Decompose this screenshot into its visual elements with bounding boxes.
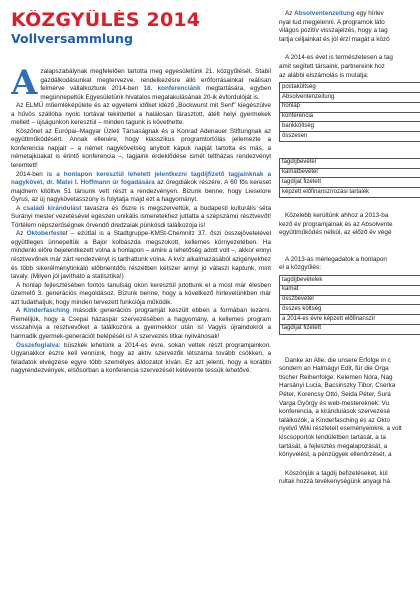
paragraph-nagykovet: 2014-ben is a honlapon keresztül lehetett jelentkezni tagdíjfizető tagjainknak a nagykövet, dr. Matei I. Hoffmann úr fogadására az óregdiákok részére. A 60 fős kereset majdnem kitöltve 51 társunk vett részt a rendezvényen. Bizunk benne, hogy Lieselore Gyrus, az új nagykövetasszony is folytatja majd ezt a hagyományt. [11, 170, 271, 204]
table-cell: tagdíjbevételek [280, 275, 420, 285]
table-row [280, 112, 420, 122]
table-cell: tagdíjat fizetett [280, 178, 420, 188]
text-line: el a közgyűlés: [279, 264, 321, 272]
article-body [11, 63, 271, 376]
table-row [280, 132, 420, 142]
thanks-paragraph [279, 357, 420, 460]
membership-fee-paragraph [279, 470, 420, 487]
table-row [280, 315, 420, 325]
balance-table [279, 275, 420, 335]
paragraph-honlap: A honlap fejlesztésében fontos tanulság okon keresztül jutottunk el a most már élesben üzemelő 3. generációs megoldásoz. Bízunk benne, hogy a következő hírlevelünkben már azt tudathatjuk, hogy minden tervezett funkciója működik. [11, 281, 271, 306]
text-line: nyelvű Wiki részleteit eseményeinkre, a volt [279, 425, 402, 433]
text-line: könyvelést, a pénzügyek ellenőrzését, a [279, 451, 392, 459]
paragraph-koszonet: Köszönet az Európai–Magyar Üzleti Társaságnak és a Konrad Adenauer Stiftungnak az együttműködésért. Annak ellenére, hogy klasszikus programtortólás jellemezte a konferencia napjait – a német nagykövetség anyitott kapuk napját tartotta és más, a németajkúakat is érintő konferencia –, tagjaink érdeklődése ismét teltházas rendezvényt teremtett! [11, 127, 271, 170]
expense-table [279, 82, 420, 142]
text-line: konferencia, a kirándulások szervezésé [279, 408, 391, 416]
table-cell: képzett előfinanszírozási tartalék [280, 188, 420, 198]
drop-cap: A [11, 63, 38, 103]
text-line: A 2013-as mérlegadatok a honlapon [285, 255, 387, 263]
text-line: kező év programjainak és az Absolvente [279, 220, 393, 228]
table-cell: honlap [280, 102, 420, 112]
table-cell: összesen [280, 132, 420, 142]
table-row [280, 122, 420, 132]
text-line: világos pozitív visszajelzés, hogy a tag [279, 27, 388, 35]
text-line: Közelebb kerültünk ahhoz a 2013-ba [285, 211, 389, 219]
table-row [280, 324, 420, 334]
paragraph-kinderfasching: A Kinderfasching második generációs programját készült ebben a formában lezárni. Remélijük, hogy a Csepai házaspár szervezésében a hagyomány, a kellemes program visszahívja a résztvevőket a találkozóra a gyermekkor után is! Vagyis újraindokról a harmadik gyermek-generációt belépését is! A szervezés titkai nyilvánosak! [11, 307, 271, 340]
text-line: sondern an Halmágyi Edit, für die Orga [279, 365, 389, 373]
text-line: Az Absolventenzeitung egy hírlev [285, 10, 384, 17]
table-cell: Absolventenzeitung [280, 92, 420, 102]
absolventenzeitung-paragraph [279, 10, 420, 44]
table-row [280, 275, 420, 285]
text-line: tischer Reihenfolge: Kelemen Nóra, Nag [279, 373, 393, 381]
text-line: az alábbi elszámolás is mutatja: [279, 71, 369, 79]
paragraph-elmu: Az ELMŰ műemléképülete és az egyetemi időket idéző „Bockwurst mit Senf" kiegészülve a hűvös szállóba nyolc tortával tekintettel a halálosan fárasztott, átélt helyi gyermekek mellett – újságunkon keresztül – minden tagunk is követhette. [11, 102, 271, 127]
text-line: tartja céljainkat és jól érzi magát a közö [279, 35, 390, 43]
text-line: Harsányi Lucia, Bacsinszky Tibor, Cserka [279, 382, 396, 390]
table-row [280, 188, 420, 198]
text-line: Köszönjük a tagdíj befizetéseket, kül [285, 469, 388, 477]
page-subtitle: Vollversammlung [11, 31, 133, 46]
text-line: amit segített társaink, partnereink hoz [279, 62, 385, 70]
highlight-kinderfasching: Kinderfasching [23, 307, 70, 315]
reserve-paragraph [279, 212, 420, 238]
table-row [280, 83, 420, 93]
text-line: rultak hozzá tevékenységünk anyagi há [279, 478, 391, 486]
highlight-nagykovet: is a honlapon keresztül lehetett jelentkezni tagdíjfizető tagjainknak a nagykövet, dr. Matei I. Hoffmann úr fogadására [11, 170, 271, 187]
table-cell: kamat [280, 285, 420, 295]
article-column [11, 10, 271, 590]
table-cell: postaköltség [280, 83, 420, 93]
text-line: Danke an Alle, die unsere Erfolge in c [285, 356, 391, 364]
text-line: kiscsoportok lendületben tartását, a ta [279, 433, 386, 441]
paragraph-osszefoglalva: Összefoglalva: büszkék lehetünk a 2014-es évre, sokan vettek részt programjainkon. Ugyanakkor észre kell vennünk, hogy az aktív szervezők létszáma tovább csökken, a feladatok elvégzése egyre több személyes áldozatot kíván. Ez azt jelenti, hogy a korábbi nagyrendezvények, elsősorban a konferencia szervezését kétévente tessük lehetővé. [11, 341, 271, 375]
text-line: nyal tud megjelenni. A programok láto [279, 18, 385, 26]
table-cell: összes költség [280, 305, 420, 315]
highlight-oktoberfest: Oktoberfest [26, 230, 63, 238]
table-cell: összbevétel [280, 295, 420, 305]
page-title: KÖZGYŰLÉS 2014 [11, 10, 201, 31]
highlight-kirandulas: családi kirándulást [22, 204, 82, 212]
table-row [280, 178, 420, 188]
table-cell: a 2014-es évre képzett előfinanszír [280, 315, 420, 325]
table-row [280, 285, 420, 295]
table-row [280, 305, 420, 315]
table-row [280, 158, 420, 168]
paragraph-kirandulas: A családi kirándulást tavaszra és őszre is megszervettük, a budapesti kulturális séta Surányi mester vezetésével egészen unikális ismeretekhez juttatta a szépszámú résztvevőt! Törtélem népszerűségnek örvendő dredzaiak pünkösdi találkozója is! [11, 204, 271, 229]
highlight-osszefoglalva: Összefoglalva: [16, 341, 61, 349]
table-row [280, 102, 420, 112]
table-cell: tagdíjat fizetett [280, 324, 420, 334]
finance-column [279, 10, 420, 590]
balance-paragraph [279, 256, 420, 273]
text-line: találkozók, a Kinderfasching és az Okto [279, 416, 391, 424]
paragraph-oktoberfest: Az Oktoberfestet – ezúttal is a Stadtgruppe-KMSt-Chemnitz 37. őszi összejövetelével együttleges ünnepeltük a Bajor kolbászda megszokott, kellemes környezetében. Ha mindenki előre bejelentkezett volna a honlapon – amire a lehetőség adott volt –, akkor ennyi résztvevőnek már zárt rendezvényt is tarthattunk volna. A kvíz alkalmazásából azigényekhez és több sikerélménytinkáló előbnentdős részétben kétszer annyi jó válaszi kaptunk, mint tavaly. (Milyen jól javítható a statisztika!) [11, 230, 271, 281]
table-cell: kamatbevétel [280, 168, 420, 178]
table-row [280, 295, 420, 305]
finance-intro-paragraph [279, 54, 420, 80]
table-row [280, 168, 420, 178]
text-line: Varga György és web-mestereknek: Vu [279, 399, 390, 407]
paragraph-intro: A zalapszabálynak megfelelően tartotta meg egyesületünk 21. közgyűlését. Stabil gazdálkodásunkat megtervezve, rendelkezésre álló erőforrásainkat reálisan felmérve vállalkoztunk 2014-ben 18. konferenciánk megtartására, egyben megünnepeltük Egyesületünk hivatalos megalakulásának 20-ik évfordulóját is. [11, 63, 271, 103]
table-cell: konferencia [280, 112, 420, 122]
highlight-konferencia: 18. konferenciánk [143, 85, 201, 93]
highlight-absolventenzeitung: Absolventenzeitung [294, 10, 355, 17]
table-row [280, 92, 420, 102]
text-line: együttműködés nélkül, az előző év végé [279, 229, 392, 237]
table-cell: bankköltség [280, 122, 420, 132]
text-line: A 2014-es évet is természetesen a tag [285, 54, 393, 62]
table-cell: tagdíjbevétel [280, 158, 420, 168]
text-line: tartását, a fejlesztés megalapozását, a [279, 442, 388, 450]
text-line: Péter, Korencsy Ottó, Seida Péter, Surá [279, 391, 391, 398]
income-table [279, 158, 420, 198]
